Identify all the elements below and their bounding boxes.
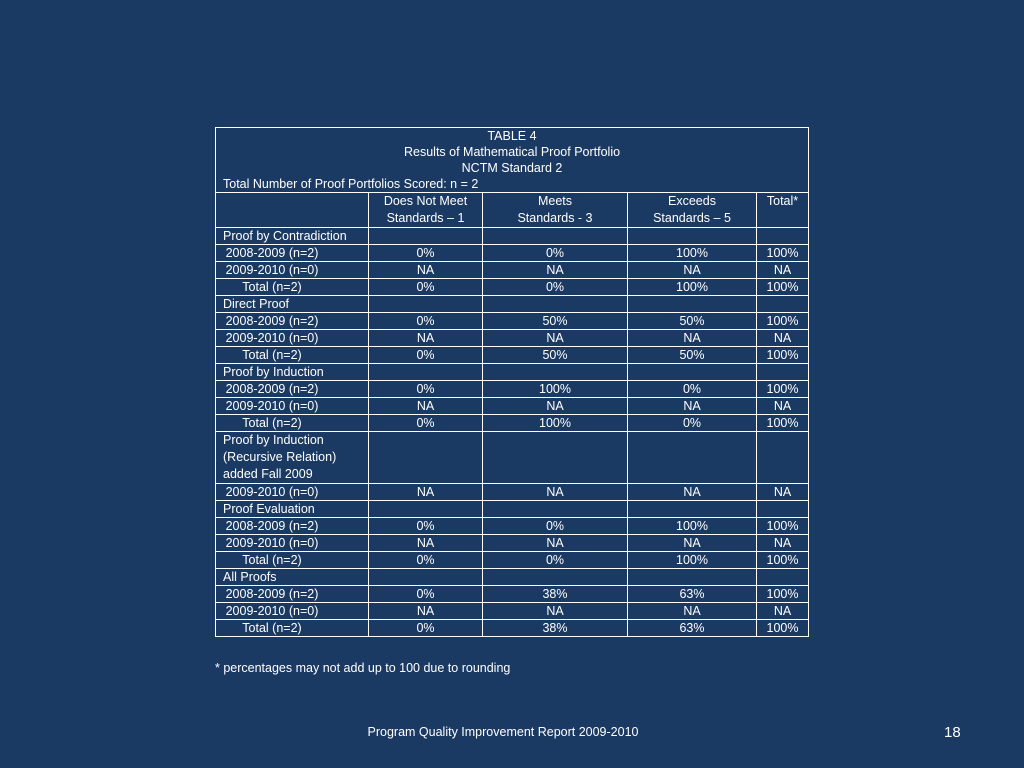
- footnote: * percentages may not add up to 100 due to rounding: [215, 661, 511, 675]
- value-cell: NA: [369, 262, 483, 279]
- header-label-cell: [216, 193, 369, 228]
- value-cell: 100%: [757, 552, 809, 569]
- value-cell: 100%: [757, 518, 809, 535]
- empty-cell: [369, 569, 483, 586]
- value-cell: 100%: [757, 347, 809, 364]
- value-cell: NA: [369, 603, 483, 620]
- value-cell: NA: [628, 484, 757, 501]
- value-cell: 0%: [369, 415, 483, 432]
- value-cell: 0%: [483, 518, 628, 535]
- header-meets: [483, 193, 628, 228]
- table-title: [216, 128, 809, 177]
- empty-cell: [628, 296, 757, 313]
- section-label: Direct Proof: [216, 296, 369, 313]
- value-cell: 50%: [483, 313, 628, 330]
- row-label: Total (n=2): [216, 552, 369, 569]
- empty-cell: [628, 364, 757, 381]
- section-label-line: added Fall 2009: [223, 467, 313, 481]
- table-row: [216, 415, 809, 432]
- empty-cell: [757, 296, 809, 313]
- empty-cell: [628, 501, 757, 518]
- footer-text: Program Quality Improvement Report 2009-2010: [367, 725, 639, 739]
- header-does-not-meet-line1: Does Not Meet: [383, 194, 468, 208]
- empty-cell: [628, 569, 757, 586]
- table-row: [216, 279, 809, 296]
- value-cell: NA: [483, 262, 628, 279]
- header-meets-line2: Standards - 3: [517, 211, 593, 225]
- value-cell: 100%: [757, 245, 809, 262]
- empty-cell: [483, 432, 628, 484]
- row-label: 2009-2010 (n=0): [216, 603, 369, 620]
- section-label-line: (Recursive Relation): [223, 450, 337, 464]
- value-cell: NA: [369, 398, 483, 415]
- row-label: Total (n=2): [216, 347, 369, 364]
- value-cell: 50%: [628, 313, 757, 330]
- value-cell: 0%: [369, 347, 483, 364]
- row-label: 2008-2009 (n=2): [216, 586, 369, 603]
- value-cell: 100%: [757, 620, 809, 637]
- value-cell: 63%: [628, 586, 757, 603]
- section-row: [216, 364, 809, 381]
- value-cell: NA: [628, 262, 757, 279]
- value-cell: 0%: [369, 620, 483, 637]
- row-label: Total (n=2): [216, 415, 369, 432]
- value-cell: 0%: [369, 586, 483, 603]
- value-cell: 100%: [628, 518, 757, 535]
- table-row: [216, 518, 809, 535]
- table-row: [216, 398, 809, 415]
- value-cell: NA: [483, 603, 628, 620]
- header-total-line1: Total*: [766, 194, 799, 208]
- section-label: Proof by Contradiction: [216, 228, 369, 245]
- value-cell: 100%: [757, 381, 809, 398]
- value-cell: NA: [757, 603, 809, 620]
- row-label: 2008-2009 (n=2): [216, 245, 369, 262]
- value-cell: 100%: [757, 586, 809, 603]
- value-cell: 0%: [483, 552, 628, 569]
- value-cell: NA: [369, 535, 483, 552]
- table-row: [216, 586, 809, 603]
- empty-cell: [483, 296, 628, 313]
- section-row: [216, 296, 809, 313]
- table-row: [216, 620, 809, 637]
- value-cell: NA: [628, 603, 757, 620]
- table-row: [216, 484, 809, 501]
- value-cell: 100%: [628, 279, 757, 296]
- row-label: 2009-2010 (n=0): [216, 484, 369, 501]
- row-label: 2009-2010 (n=0): [216, 262, 369, 279]
- header-exceeds: [628, 193, 757, 228]
- section-row: [216, 501, 809, 518]
- value-cell: 0%: [369, 313, 483, 330]
- value-cell: 0%: [369, 245, 483, 262]
- value-cell: 100%: [628, 245, 757, 262]
- value-cell: 0%: [483, 245, 628, 262]
- value-cell: NA: [483, 398, 628, 415]
- value-cell: NA: [757, 398, 809, 415]
- table-title-line: TABLE 4: [487, 129, 537, 143]
- empty-cell: [628, 228, 757, 245]
- header-exceeds-line2: Standards – 5: [653, 211, 731, 225]
- header-does-not-meet: [369, 193, 483, 228]
- row-label: 2009-2010 (n=0): [216, 535, 369, 552]
- empty-cell: [369, 296, 483, 313]
- table-row: [216, 262, 809, 279]
- value-cell: 0%: [369, 381, 483, 398]
- table-row: [216, 347, 809, 364]
- page-number: 18: [944, 724, 961, 741]
- value-cell: NA: [757, 330, 809, 347]
- section-row: [216, 432, 809, 484]
- value-cell: 0%: [628, 415, 757, 432]
- empty-cell: [369, 228, 483, 245]
- value-cell: 0%: [369, 279, 483, 296]
- table-standard-line: NCTM Standard 2: [461, 161, 563, 175]
- row-label: 2009-2010 (n=0): [216, 398, 369, 415]
- section-label: Proof Evaluation: [216, 501, 369, 518]
- empty-cell: [369, 432, 483, 484]
- section-row: [216, 569, 809, 586]
- table-row: [216, 552, 809, 569]
- header-does-not-meet-line2: Standards – 1: [386, 211, 465, 225]
- empty-cell: [483, 364, 628, 381]
- header-meets-line1: Meets: [537, 194, 573, 208]
- row-label: 2008-2009 (n=2): [216, 518, 369, 535]
- value-cell: 100%: [483, 381, 628, 398]
- empty-cell: [483, 569, 628, 586]
- row-label: 2008-2009 (n=2): [216, 381, 369, 398]
- row-label: Total (n=2): [216, 620, 369, 637]
- table-row: [216, 535, 809, 552]
- value-cell: NA: [757, 262, 809, 279]
- section-label: [216, 432, 369, 484]
- empty-cell: [483, 501, 628, 518]
- value-cell: 63%: [628, 620, 757, 637]
- value-cell: 0%: [369, 518, 483, 535]
- empty-cell: [757, 501, 809, 518]
- empty-cell: [369, 501, 483, 518]
- section-label: All Proofs: [216, 569, 369, 586]
- value-cell: NA: [628, 535, 757, 552]
- empty-cell: [628, 432, 757, 484]
- value-cell: NA: [369, 330, 483, 347]
- value-cell: NA: [483, 330, 628, 347]
- section-label-line: Proof by Induction: [223, 433, 324, 447]
- value-cell: 38%: [483, 586, 628, 603]
- value-cell: NA: [369, 484, 483, 501]
- row-label: Total (n=2): [216, 279, 369, 296]
- value-cell: NA: [483, 484, 628, 501]
- value-cell: NA: [483, 535, 628, 552]
- table-row: [216, 313, 809, 330]
- value-cell: 100%: [757, 313, 809, 330]
- results-table: [215, 127, 809, 637]
- value-cell: NA: [757, 484, 809, 501]
- table-row: [216, 603, 809, 620]
- value-cell: 50%: [483, 347, 628, 364]
- empty-cell: [483, 228, 628, 245]
- value-cell: NA: [757, 535, 809, 552]
- table-subtitle-line: Results of Mathematical Proof Portfolio: [403, 145, 621, 159]
- portfolio-count: Total Number of Proof Portfolios Scored: n = 2: [216, 176, 809, 193]
- empty-cell: [757, 432, 809, 484]
- value-cell: 0%: [369, 552, 483, 569]
- empty-cell: [757, 569, 809, 586]
- value-cell: 100%: [628, 552, 757, 569]
- value-cell: 100%: [483, 415, 628, 432]
- header-exceeds-line1: Exceeds: [668, 194, 716, 208]
- empty-cell: [757, 228, 809, 245]
- table-row: [216, 245, 809, 262]
- empty-cell: [757, 364, 809, 381]
- value-cell: 100%: [757, 415, 809, 432]
- row-label: 2008-2009 (n=2): [216, 313, 369, 330]
- table-row: [216, 381, 809, 398]
- value-cell: 0%: [483, 279, 628, 296]
- section-row: [216, 228, 809, 245]
- value-cell: NA: [628, 330, 757, 347]
- value-cell: NA: [628, 398, 757, 415]
- table-row: [216, 330, 809, 347]
- header-total: [757, 193, 809, 228]
- section-label: Proof by Induction: [216, 364, 369, 381]
- value-cell: 0%: [628, 381, 757, 398]
- row-label: 2009-2010 (n=0): [216, 330, 369, 347]
- value-cell: 38%: [483, 620, 628, 637]
- value-cell: 50%: [628, 347, 757, 364]
- empty-cell: [369, 364, 483, 381]
- value-cell: 100%: [757, 279, 809, 296]
